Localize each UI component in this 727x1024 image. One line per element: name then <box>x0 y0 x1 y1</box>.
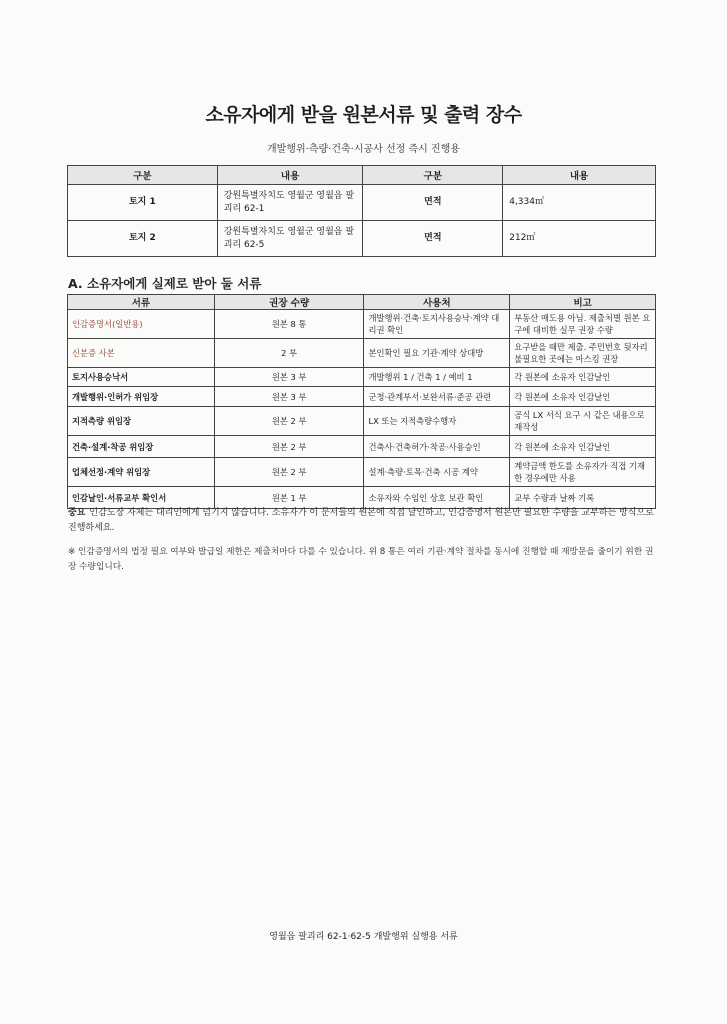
parcel-header-cell: 구분 <box>363 166 503 185</box>
table-row <box>68 458 656 487</box>
parcel-address: 강원특별자치도 영월군 영월읍 팔괴리 62-5 <box>217 221 363 257</box>
documents-header-cell: 비고 <box>510 295 656 310</box>
important-label: 중요 <box>68 508 86 518</box>
doc-use: 군청·관계부서·보완서류·준공 관련 <box>364 387 510 407</box>
doc-qty: 원본 2 부 <box>214 436 364 458</box>
doc-name: 토지사용승낙서 <box>68 368 215 387</box>
documents-header-cell: 권장 수량 <box>214 295 364 310</box>
documents-table-header <box>68 295 656 310</box>
doc-name: 신분증 사본 <box>68 339 215 368</box>
doc-note: 각 원본에 소유자 인감날인 <box>510 387 656 407</box>
doc-qty: 원본 3 부 <box>214 387 364 407</box>
doc-note: 요구받을 때만 제출. 주민번호 뒷자리 불필요한 곳에는 마스킹 권장 <box>510 339 656 368</box>
page-subtitle: 개발행위·측량·건축·시공사 선정 즉시 진행용 <box>267 144 460 155</box>
parcel-value: 212㎡ <box>503 221 656 257</box>
table-row <box>68 310 656 339</box>
parcel-header-cell: 내용 <box>217 166 363 185</box>
documents-table <box>67 294 656 509</box>
doc-qty: 원본 3 부 <box>214 368 364 387</box>
table-row <box>68 387 656 407</box>
parcel-table-header <box>68 166 656 185</box>
parcel-header-cell: 구분 <box>68 166 218 185</box>
parcel-label: 토지 1 <box>68 185 218 221</box>
documents-header-cell: 사용처 <box>364 295 510 310</box>
doc-use: 개발행위·건축·토지사용승낙·계약 대리권 확인 <box>364 310 510 339</box>
doc-note: 공식 LX 서식 요구 시 같은 내용으로 재작성 <box>510 407 656 436</box>
doc-name: 개발행위·인허가 위임장 <box>68 387 215 407</box>
parcel-header-cell: 내용 <box>503 166 656 185</box>
doc-note: 각 원본에 소유자 인감날인 <box>510 368 656 387</box>
important-note <box>68 506 658 536</box>
doc-name: 인감날인·서류교부 확인서 <box>68 487 215 509</box>
doc-note: 교부 수량과 날짜 기록 <box>510 487 656 509</box>
table-row <box>68 407 656 436</box>
parcel-value: 4,334㎡ <box>503 185 656 221</box>
parcel-address: 강원특별자치도 영월군 영월읍 팔괴리 62-1 <box>217 185 363 221</box>
page-footer: 영월읍 팔괴리 62-1·62-5 개발행위 실행용 서류 <box>269 932 458 942</box>
important-text: 인감도장 자체는 대리인에게 넘기지 않습니다. 소유자가 이 문서들의 원본에 직접 날인하고, 인감증명서 원본만 필요한 수량을 교부하는 방식으로 진행하세요. <box>68 508 654 533</box>
doc-qty: 원본 2 부 <box>214 458 364 487</box>
parcel-row <box>68 185 656 221</box>
footnote: ※ 인감증명서의 법정 필요 여부와 발급일 제한은 제출처마다 다를 수 있습니다. 위 8 통은 여러 기관·계약 절차를 동시에 진행할 때 재방문을 줄이기 위한 권장 수량입니다. <box>68 547 654 572</box>
doc-name: 지적측량 위임장 <box>68 407 215 436</box>
parcel-field: 면적 <box>363 221 503 257</box>
doc-name: 인감증명서(일반용) <box>68 310 215 339</box>
doc-note: 각 원본에 소유자 인감날인 <box>510 436 656 458</box>
doc-use: 개발행위 1 / 건축 1 / 예비 1 <box>364 368 510 387</box>
doc-use: 건축사·건축허가·착공·사용승인 <box>364 436 510 458</box>
documents-header-cell: 서류 <box>68 295 215 310</box>
doc-name: 업체선정·계약 위임장 <box>68 458 215 487</box>
table-row <box>68 368 656 387</box>
doc-use: 설계·측량·토목·건축 시공 계약 <box>364 458 510 487</box>
parcel-row <box>68 221 656 257</box>
doc-note: 계약금액 한도를 소유자가 직접 기재한 경우에만 사용 <box>510 458 656 487</box>
doc-name: 건축·설계·착공 위임장 <box>68 436 215 458</box>
page-title: 소유자에게 받을 원본서류 및 출력 장수 <box>205 104 522 126</box>
doc-note: 부동산 매도용 아님. 제출처별 원본 요구에 대비한 실무 권장 수량 <box>510 310 656 339</box>
parcel-field: 면적 <box>363 185 503 221</box>
doc-qty: 원본 2 부 <box>214 407 364 436</box>
section-a-heading: A. 소유자에게 실제로 받아 둘 서류 <box>68 276 262 291</box>
table-row <box>68 339 656 368</box>
doc-qty: 원본 8 통 <box>214 310 364 339</box>
table-row <box>68 436 656 458</box>
doc-qty: 원본 1 부 <box>214 487 364 509</box>
doc-use: 본인확인 필요 기관·계약 상대방 <box>364 339 510 368</box>
parcel-table <box>67 165 656 257</box>
doc-qty: 2 부 <box>214 339 364 368</box>
parcel-label: 토지 2 <box>68 221 218 257</box>
doc-use: LX 또는 지적측량수행자 <box>364 407 510 436</box>
doc-use: 소유자와 수임인 상호 보관 확인 <box>364 487 510 509</box>
